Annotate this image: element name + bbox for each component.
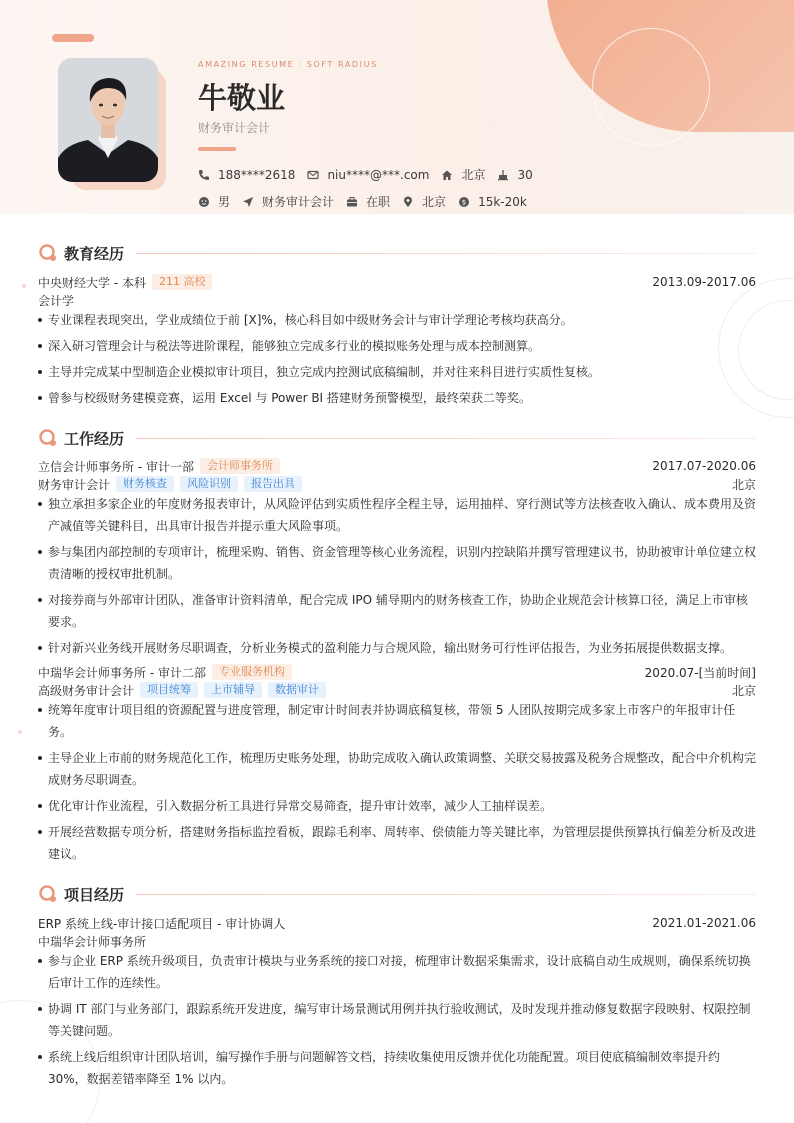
status-text: 在职 xyxy=(366,195,391,209)
phone-text: 188****2618 xyxy=(218,167,296,182)
work-section-header xyxy=(38,427,756,449)
salary-item xyxy=(458,195,527,209)
section-title: 工作经历 xyxy=(64,429,125,448)
list-item: 主导企业上市前的财务规范化工作，梳理历史账务处理，协助完成收入确认政策调整、关联交易披露及税务合规整改，配合中介机构完成财务尽职调查。 xyxy=(38,747,756,791)
contact-row xyxy=(198,166,545,183)
list-item: 系统上线后组织审计团队培训，编写操作手册与问题解答文档，持续收集使用反馈并优化功能配置。项目使底稿编制效率提升约 30%，数据差错率降至 1% 以内。 xyxy=(38,1046,756,1090)
job-header xyxy=(38,458,756,474)
cake-icon xyxy=(497,169,509,181)
company-tag: 专业服务机构 xyxy=(212,664,292,680)
skill-tag: 报告出具 xyxy=(244,476,302,492)
mail-icon xyxy=(307,169,319,181)
city-text: 北京 xyxy=(422,195,447,209)
major: 会计学 xyxy=(38,293,75,308)
skill-tag: 财务核查 xyxy=(116,476,174,492)
list-item: 参与企业 ERP 系统升级项目，负责审计模块与业务系统的接口对接，梳理审计数据采集需求，设计底稿自动生成规则，确保系统切换后审计工作的连续性。 xyxy=(38,950,756,994)
company-name: 中瑞华会计师事务所 - 审计二部 xyxy=(38,665,206,680)
briefcase-icon xyxy=(346,196,358,208)
status-item xyxy=(346,193,390,210)
gender-item xyxy=(198,193,230,210)
section-divider xyxy=(136,438,756,439)
job-role: 高级财务审计会计 xyxy=(38,683,135,698)
school-tag: 211 高校 xyxy=(152,274,213,290)
job-date: 2020.07-[当前时间] xyxy=(644,665,756,680)
target-role-text: 财务审计会计 xyxy=(262,195,335,209)
accent-bar xyxy=(52,34,94,42)
portrait-image xyxy=(58,58,158,182)
section-title: 教育经历 xyxy=(64,244,125,263)
email-text: niu****@***.com xyxy=(327,167,430,182)
tagline: AMAZING RESUME · SOFT RADIUS xyxy=(198,60,378,69)
job-city: 北京 xyxy=(731,683,756,698)
decorative-dot xyxy=(22,284,26,288)
phone-icon xyxy=(198,169,210,181)
city-item xyxy=(402,193,446,210)
email-item xyxy=(307,168,429,182)
project-org: 中瑞华会计师事务所 xyxy=(38,934,147,949)
education-date: 2013.09-2017.06 xyxy=(652,275,756,289)
title-underline xyxy=(198,147,236,151)
list-item: 协调 IT 部门与业务部门，跟踪系统开发进度，编写审计场景测试用例并执行验收测试，及时发现并推动修复数据字段映射、权限控制等关键问题。 xyxy=(38,998,756,1042)
project-name: ERP 系统上线-审计接口适配项目 - 审计协调人 xyxy=(38,916,286,931)
gender-icon xyxy=(198,196,210,208)
location-pin-icon xyxy=(402,196,414,208)
home-text: 北京 xyxy=(461,168,486,182)
list-item: 独立承担多家企业的年度财务报表审计，从风险评估到实质性程序全程主导，运用抽样、穿行测试等方法核查收入确认、成本费用及资产减值等关键科目，出具审计报告并提示重大风险事项。 xyxy=(38,493,756,537)
project-section-header xyxy=(38,883,756,905)
education-major-row xyxy=(38,292,756,308)
skill-tag: 项目统筹 xyxy=(140,682,198,698)
school-name: 中央财经大学 - 本科 xyxy=(38,275,146,290)
home-icon xyxy=(441,169,453,181)
skill-tag: 风险识别 xyxy=(180,476,238,492)
decorative-ring xyxy=(592,28,710,146)
profile-row xyxy=(198,193,539,210)
magnifier-icon xyxy=(38,428,58,448)
education-entry-header xyxy=(38,274,756,290)
job-role-row xyxy=(38,682,756,698)
gender-text: 男 xyxy=(218,195,231,209)
list-item: 优化审计作业流程，引入数据分析工具进行异常交易筛查，提升审计效率，减少人工抽样误差。 xyxy=(38,795,756,817)
salary-icon xyxy=(458,196,470,208)
svg-text:$: $ xyxy=(461,198,467,207)
company-name: 立信会计师事务所 - 审计一部 xyxy=(38,459,194,474)
project-org-row xyxy=(38,933,756,949)
salary-text: 15k-20k xyxy=(478,194,527,209)
section-divider xyxy=(136,253,756,254)
job-date: 2017.07-2020.06 xyxy=(652,459,756,473)
list-item: 参与集团内部控制的专项审计，梳理采购、销售、资金管理等核心业务流程，识别内控缺陷并撰写管理建议书，协助被审计单位建立权责清晰的授权审批机制。 xyxy=(38,541,756,585)
project-header xyxy=(38,915,756,931)
resume-header xyxy=(0,0,794,214)
skill-tag: 数据审计 xyxy=(268,682,326,698)
list-item: 深入研习管理会计与税法等进阶课程，能够独立完成多行业的模拟账务处理与成本控制测算。 xyxy=(38,335,756,357)
project-date: 2021.01-2021.06 xyxy=(652,916,756,930)
avatar xyxy=(58,58,158,182)
target-role-item xyxy=(242,193,334,210)
list-item: 对接券商与外部审计团队，准备审计资料清单，配合完成 IPO 辅导期内的财务核查工作，协助企业规范会计核算口径，满足上市审核要求。 xyxy=(38,589,756,633)
list-item: 专业课程表现突出，学业成绩位于前 [X]%，核心科目如中级财务会计与审计学理论考核均获高分。 xyxy=(38,309,756,331)
job-title: 财务审计会计 xyxy=(198,121,271,135)
list-item: 开展经营数据专项分析，搭建财务指标监控看板，跟踪毛利率、周转率、偿债能力等关键比率，为管理层提供预算执行偏差分析及改进建议。 xyxy=(38,821,756,865)
home-item xyxy=(441,166,485,183)
company-tag: 会计师事务所 xyxy=(200,458,280,474)
list-item: 主导并完成某中型制造企业模拟审计项目，独立完成内控测试底稿编制，并对往来科目进行实质性复核。 xyxy=(38,361,756,383)
skill-tag: 上市辅导 xyxy=(204,682,262,698)
section-title: 项目经历 xyxy=(64,885,125,904)
person-name: 牛敬业 xyxy=(198,81,286,115)
send-icon xyxy=(242,196,254,208)
job-role: 财务审计会计 xyxy=(38,477,111,492)
section-divider xyxy=(136,894,756,895)
list-item: 统筹年度审计项目组的资源配置与进度管理，制定审计时间表并协调底稿复核，带领 5 人团队按期完成多家上市客户的年报审计任务。 xyxy=(38,699,756,743)
job-bullets xyxy=(38,699,756,869)
phone-item xyxy=(198,168,295,182)
education-section-header xyxy=(38,242,756,264)
list-item: 曾参与校级财务建模竞赛，运用 Excel 与 Power BI 搭建财务预警模型，最终荣获二等奖。 xyxy=(38,387,756,409)
age-item xyxy=(497,168,532,182)
decorative-dot xyxy=(18,730,22,734)
project-bullets xyxy=(38,950,756,1094)
education-bullets xyxy=(38,309,756,413)
magnifier-icon xyxy=(38,243,58,263)
job-bullets xyxy=(38,493,756,663)
list-item: 针对新兴业务线开展财务尽职调查，分析业务模式的盈利能力与合规风险，输出财务可行性评估报告，为业务拓展提供数据支撑。 xyxy=(38,637,756,659)
job-city: 北京 xyxy=(731,477,756,492)
age-text: 30 xyxy=(517,167,533,182)
job-header xyxy=(38,664,756,680)
magnifier-icon xyxy=(38,884,58,904)
job-role-row xyxy=(38,476,756,492)
